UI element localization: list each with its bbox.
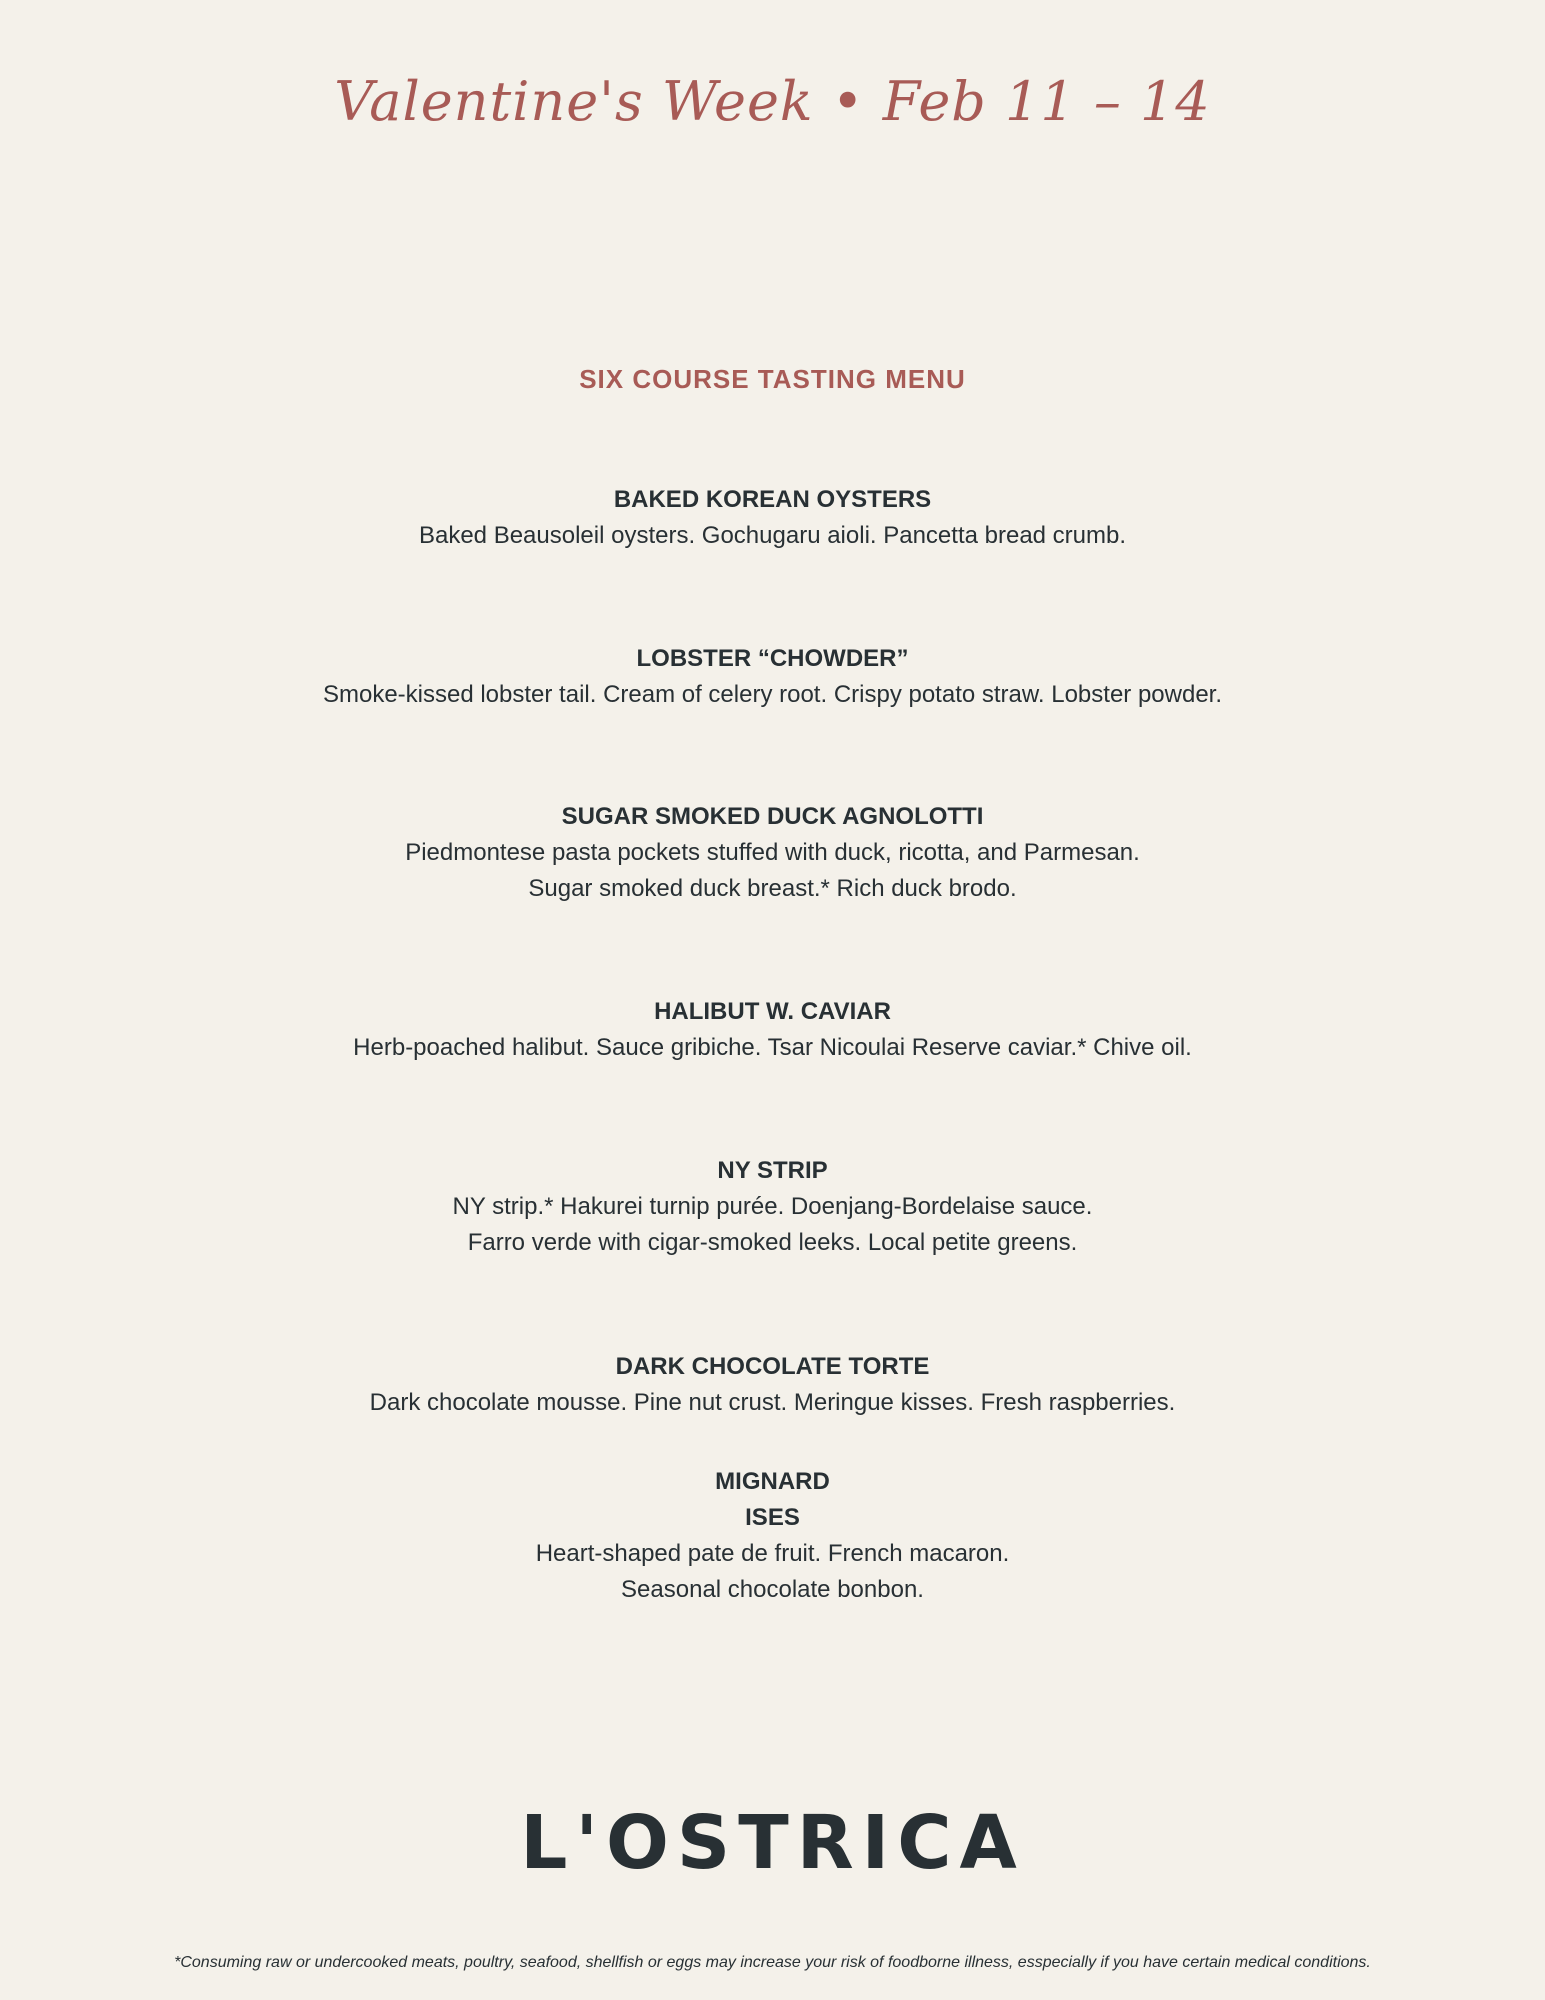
event-title: Valentine's Week • Feb 11 – 14 bbox=[334, 70, 1211, 133]
course-name: BAKED KOREAN OYSTERS bbox=[613, 486, 932, 513]
course-description: Piedmontese pasta pockets stuffed with duck, ricotta, and Parmesan. bbox=[405, 839, 1140, 866]
course-description: Baked Beausoleil oysters. Gochugaru aioli. Pancetta bread crumb. bbox=[418, 522, 1127, 549]
course-name: DARK CHOCOLATE TORTE bbox=[615, 1353, 930, 1380]
course-description: Farro verde with cigar-smoked leeks. Local petite greens. bbox=[467, 1229, 1078, 1256]
course-description: Heart-shaped pate de fruit. French macaron. bbox=[535, 1540, 1010, 1567]
course-lobster-chowder bbox=[0, 641, 1545, 713]
course-name: MIGNARD bbox=[715, 1468, 830, 1495]
course-ny-strip bbox=[0, 1153, 1545, 1261]
course-description: Smoke-kissed lobster tail. Cream of celery root. Crispy potato straw. Lobster powder. bbox=[322, 681, 1223, 708]
course-description: Seasonal chocolate bonbon. bbox=[621, 1576, 924, 1603]
course-name: NY STRIP bbox=[717, 1157, 828, 1184]
course-dark-chocolate-torte bbox=[0, 1349, 1545, 1421]
course-halibut-caviar bbox=[0, 994, 1545, 1066]
menu-heading: SIX COURSE TASTING MENU bbox=[579, 364, 966, 394]
food-safety-disclaimer: *Consuming raw or undercooked meats, poultry, seafood, shellfish or eggs may increase your risk of foodborne illness, esspecially if you have certain medical conditions. bbox=[174, 1954, 1371, 1971]
course-description: Dark chocolate mousse. Pine nut crust. Meringue kisses. Fresh raspberries. bbox=[369, 1389, 1176, 1416]
course-baked-korean-oysters bbox=[0, 482, 1545, 554]
course-description: NY strip.* Hakurei turnip purée. Doenjang-Bordelaise sauce. bbox=[452, 1193, 1093, 1220]
course-sugar-smoked-duck-agnolotti bbox=[0, 799, 1545, 907]
course-name: LOBSTER “CHOWDER” bbox=[636, 645, 909, 672]
course-name: ISES bbox=[745, 1504, 800, 1531]
restaurant-logo: L'OSTRICA bbox=[520, 1800, 1025, 1886]
course-name: HALIBUT W. CAVIAR bbox=[654, 998, 891, 1025]
course-mignardises bbox=[0, 1464, 1545, 1608]
course-description: Sugar smoked duck breast.* Rich duck brodo. bbox=[528, 875, 1017, 902]
course-name: SUGAR SMOKED DUCK AGNOLOTTI bbox=[561, 803, 984, 830]
course-description: Herb-poached halibut. Sauce gribiche. Tsar Nicoulai Reserve caviar.* Chive oil. bbox=[353, 1034, 1192, 1061]
